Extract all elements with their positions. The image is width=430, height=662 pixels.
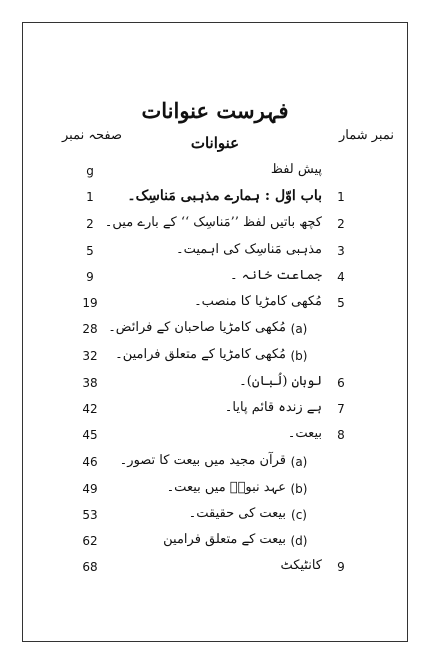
toc-title: مُکھی کامڑیا صاحبان کے فرائض۔ bbox=[108, 320, 286, 335]
toc-title: بیعت کے متعلق فرامین bbox=[163, 532, 286, 547]
toc-sub-letter: (b) bbox=[290, 482, 308, 496]
toc-serial-number: 6 bbox=[337, 376, 345, 390]
toc-entry bbox=[0, 240, 430, 262]
toc-serial-number: 2 bbox=[337, 217, 345, 231]
toc-entry bbox=[0, 556, 430, 578]
toc-page-number: 68 bbox=[82, 560, 98, 574]
toc-title: مُکھی کامڑیا کے متعلق فرامین۔ bbox=[115, 347, 286, 362]
toc-title: بیعت کی حقیقت۔ bbox=[188, 506, 286, 521]
toc-title: کچھ باتیں لفظ ’’مَناسِک ‘‘ کے بارے میں۔ bbox=[104, 215, 322, 230]
toc-title: ہے زندہ قائم پایا۔ bbox=[224, 400, 322, 415]
toc-sub-letter: (a) bbox=[290, 455, 308, 469]
toc-page-number: 19 bbox=[82, 296, 98, 310]
toc-entry bbox=[0, 530, 430, 552]
toc-entry bbox=[0, 424, 430, 446]
toc-page-number: 62 bbox=[82, 534, 98, 548]
toc-title: کانٹیکٹ bbox=[280, 558, 322, 573]
toc-entry bbox=[0, 504, 430, 526]
toc-title: پیش لفظ bbox=[270, 162, 322, 177]
toc-entry bbox=[0, 451, 430, 473]
toc-title: باب اوّل : ہمارے مذہبی مَناسِک۔ bbox=[127, 188, 322, 204]
toc-page-number: 5 bbox=[86, 244, 94, 258]
toc-entry bbox=[0, 186, 430, 208]
toc-title: بیعت۔ bbox=[287, 426, 322, 441]
toc-page-number: 2 bbox=[86, 217, 94, 231]
toc-entry bbox=[0, 318, 430, 340]
toc-entry bbox=[0, 292, 430, 314]
toc-title: مذہبی مَناسِک کی اہمیت۔ bbox=[175, 242, 322, 257]
header-page-number: صفحہ نمبر bbox=[62, 128, 122, 143]
toc-page-number: 42 bbox=[82, 402, 98, 416]
page-title: فہرست عنوانات bbox=[141, 98, 289, 123]
toc-title: لوبان (لُبان)۔ bbox=[239, 374, 322, 389]
toc-serial-number: 3 bbox=[337, 244, 345, 258]
toc-entry bbox=[0, 213, 430, 235]
toc-entry bbox=[0, 266, 430, 288]
toc-page-number: g bbox=[86, 164, 94, 178]
toc-sub-letter: (b) bbox=[290, 349, 308, 363]
toc-serial-number: 7 bbox=[337, 402, 345, 416]
header-headings: عنوانات bbox=[190, 134, 240, 152]
toc-page-number: 53 bbox=[82, 508, 98, 522]
toc-title: قرآن مجید میں بیعت کا تصور۔ bbox=[119, 453, 286, 468]
toc-page-number: 38 bbox=[82, 376, 98, 390]
toc-serial-number: 5 bbox=[337, 296, 345, 310]
toc-page-number: 45 bbox=[82, 428, 98, 442]
toc-sub-letter: (a) bbox=[290, 322, 308, 336]
header-serial-number: نمبر شمار bbox=[338, 128, 394, 143]
toc-page-number: 9 bbox=[86, 270, 94, 284]
toc-title: عہد نبویؐ میں بیعت۔ bbox=[166, 480, 286, 495]
toc-page-number: 28 bbox=[82, 322, 98, 336]
toc-serial-number: 4 bbox=[337, 270, 345, 284]
toc-page-number: 49 bbox=[82, 482, 98, 496]
toc-entry bbox=[0, 345, 430, 367]
toc-serial-number: 9 bbox=[337, 560, 345, 574]
toc-entry bbox=[0, 398, 430, 420]
toc-entry bbox=[0, 372, 430, 394]
toc-sub-letter: (c) bbox=[291, 508, 307, 522]
toc-title: مُکھی کامڑیا کا منصب۔ bbox=[194, 294, 322, 309]
toc-serial-number: 8 bbox=[337, 428, 345, 442]
toc-page-number: 1 bbox=[86, 190, 94, 204]
toc-sub-letter: (d) bbox=[290, 534, 308, 548]
toc-serial-number: 1 bbox=[337, 190, 345, 204]
toc-title: جماعت خانہ ۔ bbox=[229, 268, 322, 283]
toc-page-number: 32 bbox=[82, 349, 98, 363]
toc-page-number: 46 bbox=[82, 455, 98, 469]
toc-entry bbox=[0, 160, 430, 182]
toc-entry bbox=[0, 478, 430, 500]
